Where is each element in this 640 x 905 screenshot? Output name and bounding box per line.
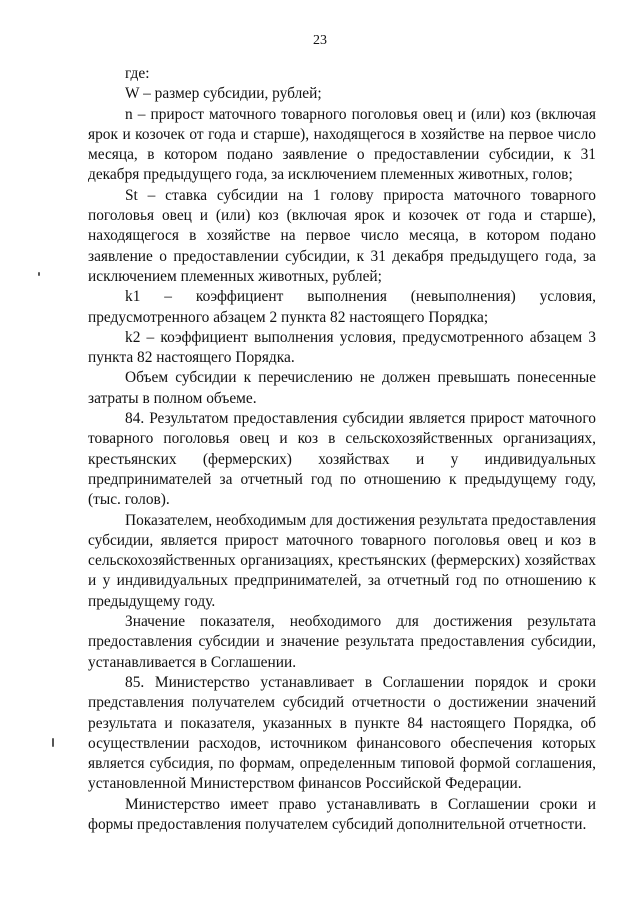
paragraph-definition-w: W – размер субсидии, рублей; bbox=[125, 85, 322, 103]
paragraph-definition-st: St – ставка субсидии на 1 голову прироста маточного товарного поголовья овец и (или) коз (включая ярок и козочек от года и старше), находящегося в хозяйстве на первое число месяца, в котором подано заявление о предоставлении субсидии, к 31 декабря предыдущего года, за исключением племенных животных, рублей; bbox=[88, 186, 596, 285]
paragraph-definition-k1: k1 – коэффициент выполнения (невыполнения) условия, предусмотренного абзацем 2 пункта 82 настоящего Порядка; bbox=[88, 288, 596, 326]
paragraph-definition-k2: k2 – коэффициент выполнения условия, предусмотренного абзацем 3 пункта 82 настоящего Порядка. bbox=[88, 328, 596, 367]
paragraph-indicator-value: Значение показателя, необходимого для достижения результата предоставления субсидии и значение результата предоставления субсидии, устанавливается в Соглашении. bbox=[88, 613, 596, 671]
paragraph-item-84: 84. Результатом предоставления субсидии является прирост маточного товарного поголовья овец и коз в сельскохозяйственных организациях, крестьянских (фермерских) хозяйствах и у индивидуальных предпринимателей за отчетный год по отношению к предыдущему году, (тыс. голов). bbox=[88, 410, 596, 509]
paragraph-ministry-right: Министерство имеет право устанавливать в Соглашении сроки и формы предоставления получателем субсидий дополнительной отчетности. bbox=[88, 795, 596, 833]
paragraph-definition-n: n – прирост маточного товарного поголовья овец и (или) коз (включая ярок и козочек от года и старше), находящегося в хозяйстве на первое число месяца, в котором подано заявление о предоставлении субсидии, к 31 декабря предыдущего года, за исключением племенных животных, голов; bbox=[88, 105, 596, 184]
page-number: 23 bbox=[313, 33, 327, 48]
document-body bbox=[88, 64, 596, 835]
paragraph-item-85: 85. Министерство устанавливает в Соглашении порядок и сроки представления получателем субсидий отчетности о достижении значений результата и показателя, указанных в пункте 84 настоящего Порядка, об осуществлении расходов, источником финансового обеспечения которых является субсидия, по формам, определенным типовой формой соглашения, установленной Министерством финансов Российской Федерации. bbox=[88, 673, 596, 793]
paragraph-where: где: bbox=[125, 65, 150, 82]
paragraph-indicator: Показателем, необходимым для достижения результата предоставления субсидии, является прирост маточного товарного поголовья овец и коз в сельскохозяйственных организациях, крестьянских (фермерских) хозяйствах и у индивидуальных предпринимателей, за отчетный год по отношению к предыдущему году. bbox=[88, 511, 596, 610]
paragraph-subsidy-volume: Объем субсидии к перечислению не должен превышать понесенные затраты в полном объеме. bbox=[88, 369, 596, 407]
scan-mark-top bbox=[38, 272, 40, 276]
scan-mark-bottom bbox=[52, 738, 54, 747]
